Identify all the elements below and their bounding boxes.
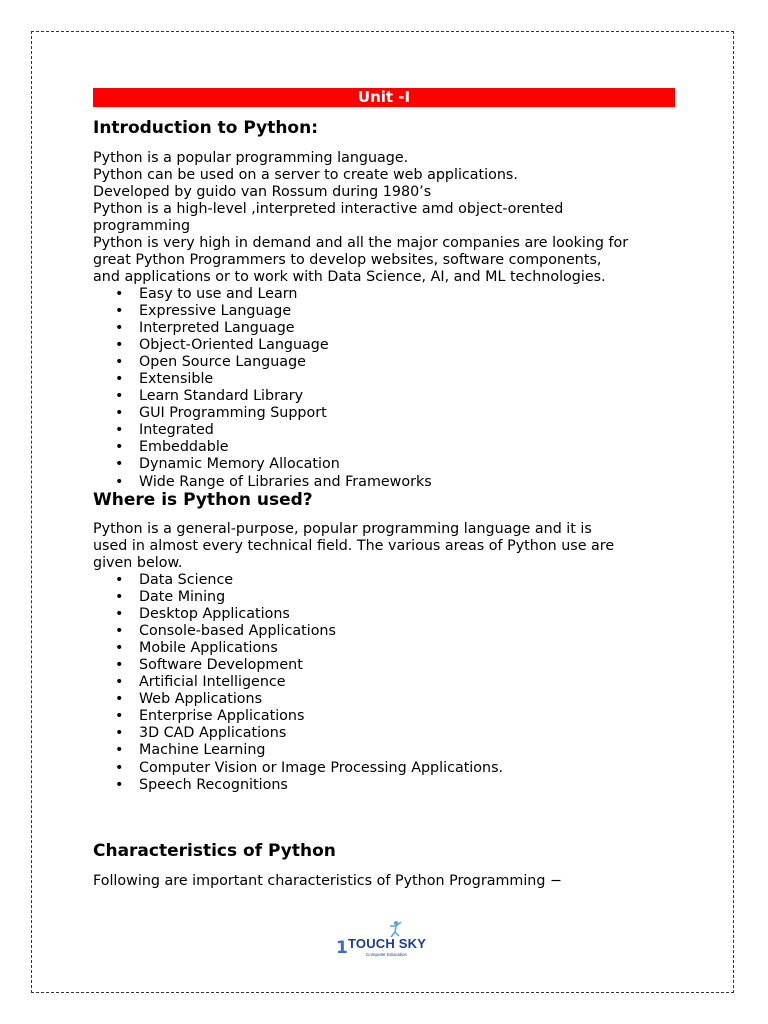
- list-item: • Integrated: [93, 422, 432, 439]
- usage-heading: Where is Python used?: [93, 490, 313, 510]
- brand-tagline: Computer Education: [366, 952, 408, 957]
- brand-name: TOUCH SKY: [348, 936, 427, 951]
- list-item: • Embeddable: [93, 439, 432, 456]
- characteristics-intro: Following are important characteristics of Python Programming −: [93, 873, 562, 889]
- list-item: • Enterprise Applications: [93, 708, 503, 725]
- list-item: • Wide Range of Libraries and Frameworks: [93, 474, 432, 491]
- list-item: • Software Development: [93, 657, 503, 674]
- page-number: 1: [336, 938, 348, 958]
- intro-line: Python is a high-level ,interpreted interactive amd object-orented: [93, 201, 564, 217]
- list-item: • GUI Programming Support: [93, 405, 432, 422]
- list-item: • Easy to use and Learn: [93, 286, 432, 303]
- list-item: • Open Source Language: [93, 354, 432, 371]
- intro-line: great Python Programmers to develop websites, software components,: [93, 252, 602, 268]
- list-item: • Speech Recognitions: [93, 777, 503, 794]
- usage-line: given below.: [93, 555, 183, 571]
- list-item: • Expressive Language: [93, 303, 432, 320]
- intro-heading: Introduction to Python:: [93, 118, 319, 138]
- characteristics-heading: Characteristics of Python: [93, 841, 336, 861]
- list-item: • Artificial Intelligence: [93, 674, 503, 691]
- list-item: • Extensible: [93, 371, 432, 388]
- usage-line: Python is a general-purpose, popular programming language and it is: [93, 521, 592, 537]
- intro-line: and applications or to work with Data Science, AI, and ML technologies.: [93, 269, 606, 285]
- list-item: • Interpreted Language: [93, 320, 432, 337]
- usage-line: used in almost every technical field. The various areas of Python use are: [93, 538, 615, 554]
- intro-line: programming: [93, 218, 191, 234]
- list-item: • Learn Standard Library: [93, 388, 432, 405]
- intro-line: Python can be used on a server to create web applications.: [93, 167, 518, 183]
- list-item: • Mobile Applications: [93, 640, 503, 657]
- list-item: • Web Applications: [93, 691, 503, 708]
- list-item: • Console-based Applications: [93, 623, 503, 640]
- list-item: • Data Science: [93, 572, 503, 589]
- list-item: • 3D CAD Applications: [93, 725, 503, 742]
- list-item: • Object-Oriented Language: [93, 337, 432, 354]
- usage-areas-list: [93, 572, 503, 794]
- intro-line: Developed by guido van Rossum during 1980’s: [93, 184, 432, 200]
- intro-line: Python is very high in demand and all the major companies are looking for: [93, 235, 629, 251]
- list-item: • Computer Vision or Image Processing Applications.: [93, 760, 503, 777]
- list-item: • Desktop Applications: [93, 606, 503, 623]
- intro-line: Python is a popular programming language.: [93, 150, 409, 166]
- footer-logo: [336, 918, 440, 962]
- usage-paragraph: [93, 521, 693, 572]
- list-item: • Dynamic Memory Allocation: [93, 456, 432, 473]
- list-item: • Machine Learning: [93, 742, 503, 759]
- list-item: • Date Mining: [93, 589, 503, 606]
- intro-paragraph: [93, 150, 693, 286]
- features-list: [93, 286, 432, 491]
- unit-banner: Unit -I: [93, 88, 675, 107]
